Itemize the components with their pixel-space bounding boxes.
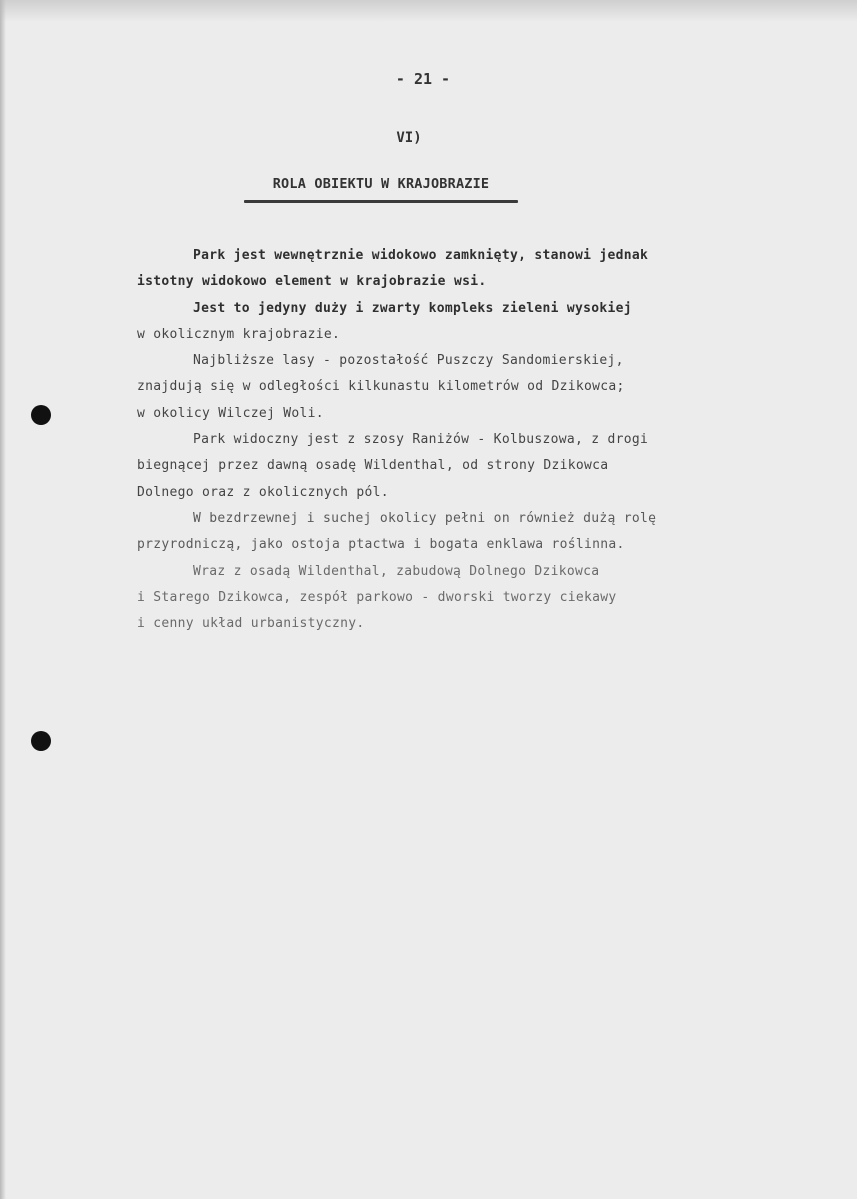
- chapter-number: VI): [396, 130, 422, 146]
- text-line: Wraz z osadą Wildenthal, zabudową Dolnego Dzikowca: [193, 563, 600, 579]
- text-line: i cenny układ urbanistyczny.: [137, 616, 365, 632]
- page-number: - 21 -: [395, 70, 451, 88]
- text-line: w okolicy Wilczej Woli.: [137, 405, 324, 421]
- text-line: Najbliższe lasy - pozostałość Puszczy Sandomierskiej,: [193, 353, 624, 369]
- text-line: W bezdrzewnej i suchej okolicy pełni on również dużą rolę: [193, 510, 657, 526]
- text-line: przyrodniczą, jako ostoja ptactwa i bogata enklawa roślinna.: [137, 537, 625, 553]
- text-line: Dolnego oraz z okolicznych pól.: [137, 484, 389, 500]
- text-line: i Starego Dzikowca, zespół parkowo - dworski tworzy ciekawy: [137, 589, 617, 605]
- title-underline: [244, 200, 518, 203]
- text-line: w okolicznym krajobrazie.: [137, 326, 341, 342]
- binder-hole-top: [31, 405, 51, 425]
- text-line: biegnącej przez dawną osadę Wildenthal, od strony Dzikowca: [137, 458, 609, 474]
- body-text: [137, 243, 812, 637]
- section-title: ROLA OBIEKTU W KRAJOBRAZIE: [272, 176, 490, 192]
- text-line: Park jest wewnętrznie widokowo zamknięty, stanowi jednak: [193, 248, 649, 263]
- text-line: Park widoczny jest z szosy Raniżów - Kolbuszowa, z drogi: [193, 432, 649, 448]
- text-line: Jest to jedyny duży i zwarty kompleks zieleni wysokiej: [193, 300, 632, 316]
- text-line: istotny widokowo element w krajobrazie wsi.: [137, 274, 487, 290]
- binder-hole-bottom: [31, 731, 51, 751]
- text-line: znajdują się w odległości kilkunastu kilometrów od Dzikowca;: [137, 379, 625, 395]
